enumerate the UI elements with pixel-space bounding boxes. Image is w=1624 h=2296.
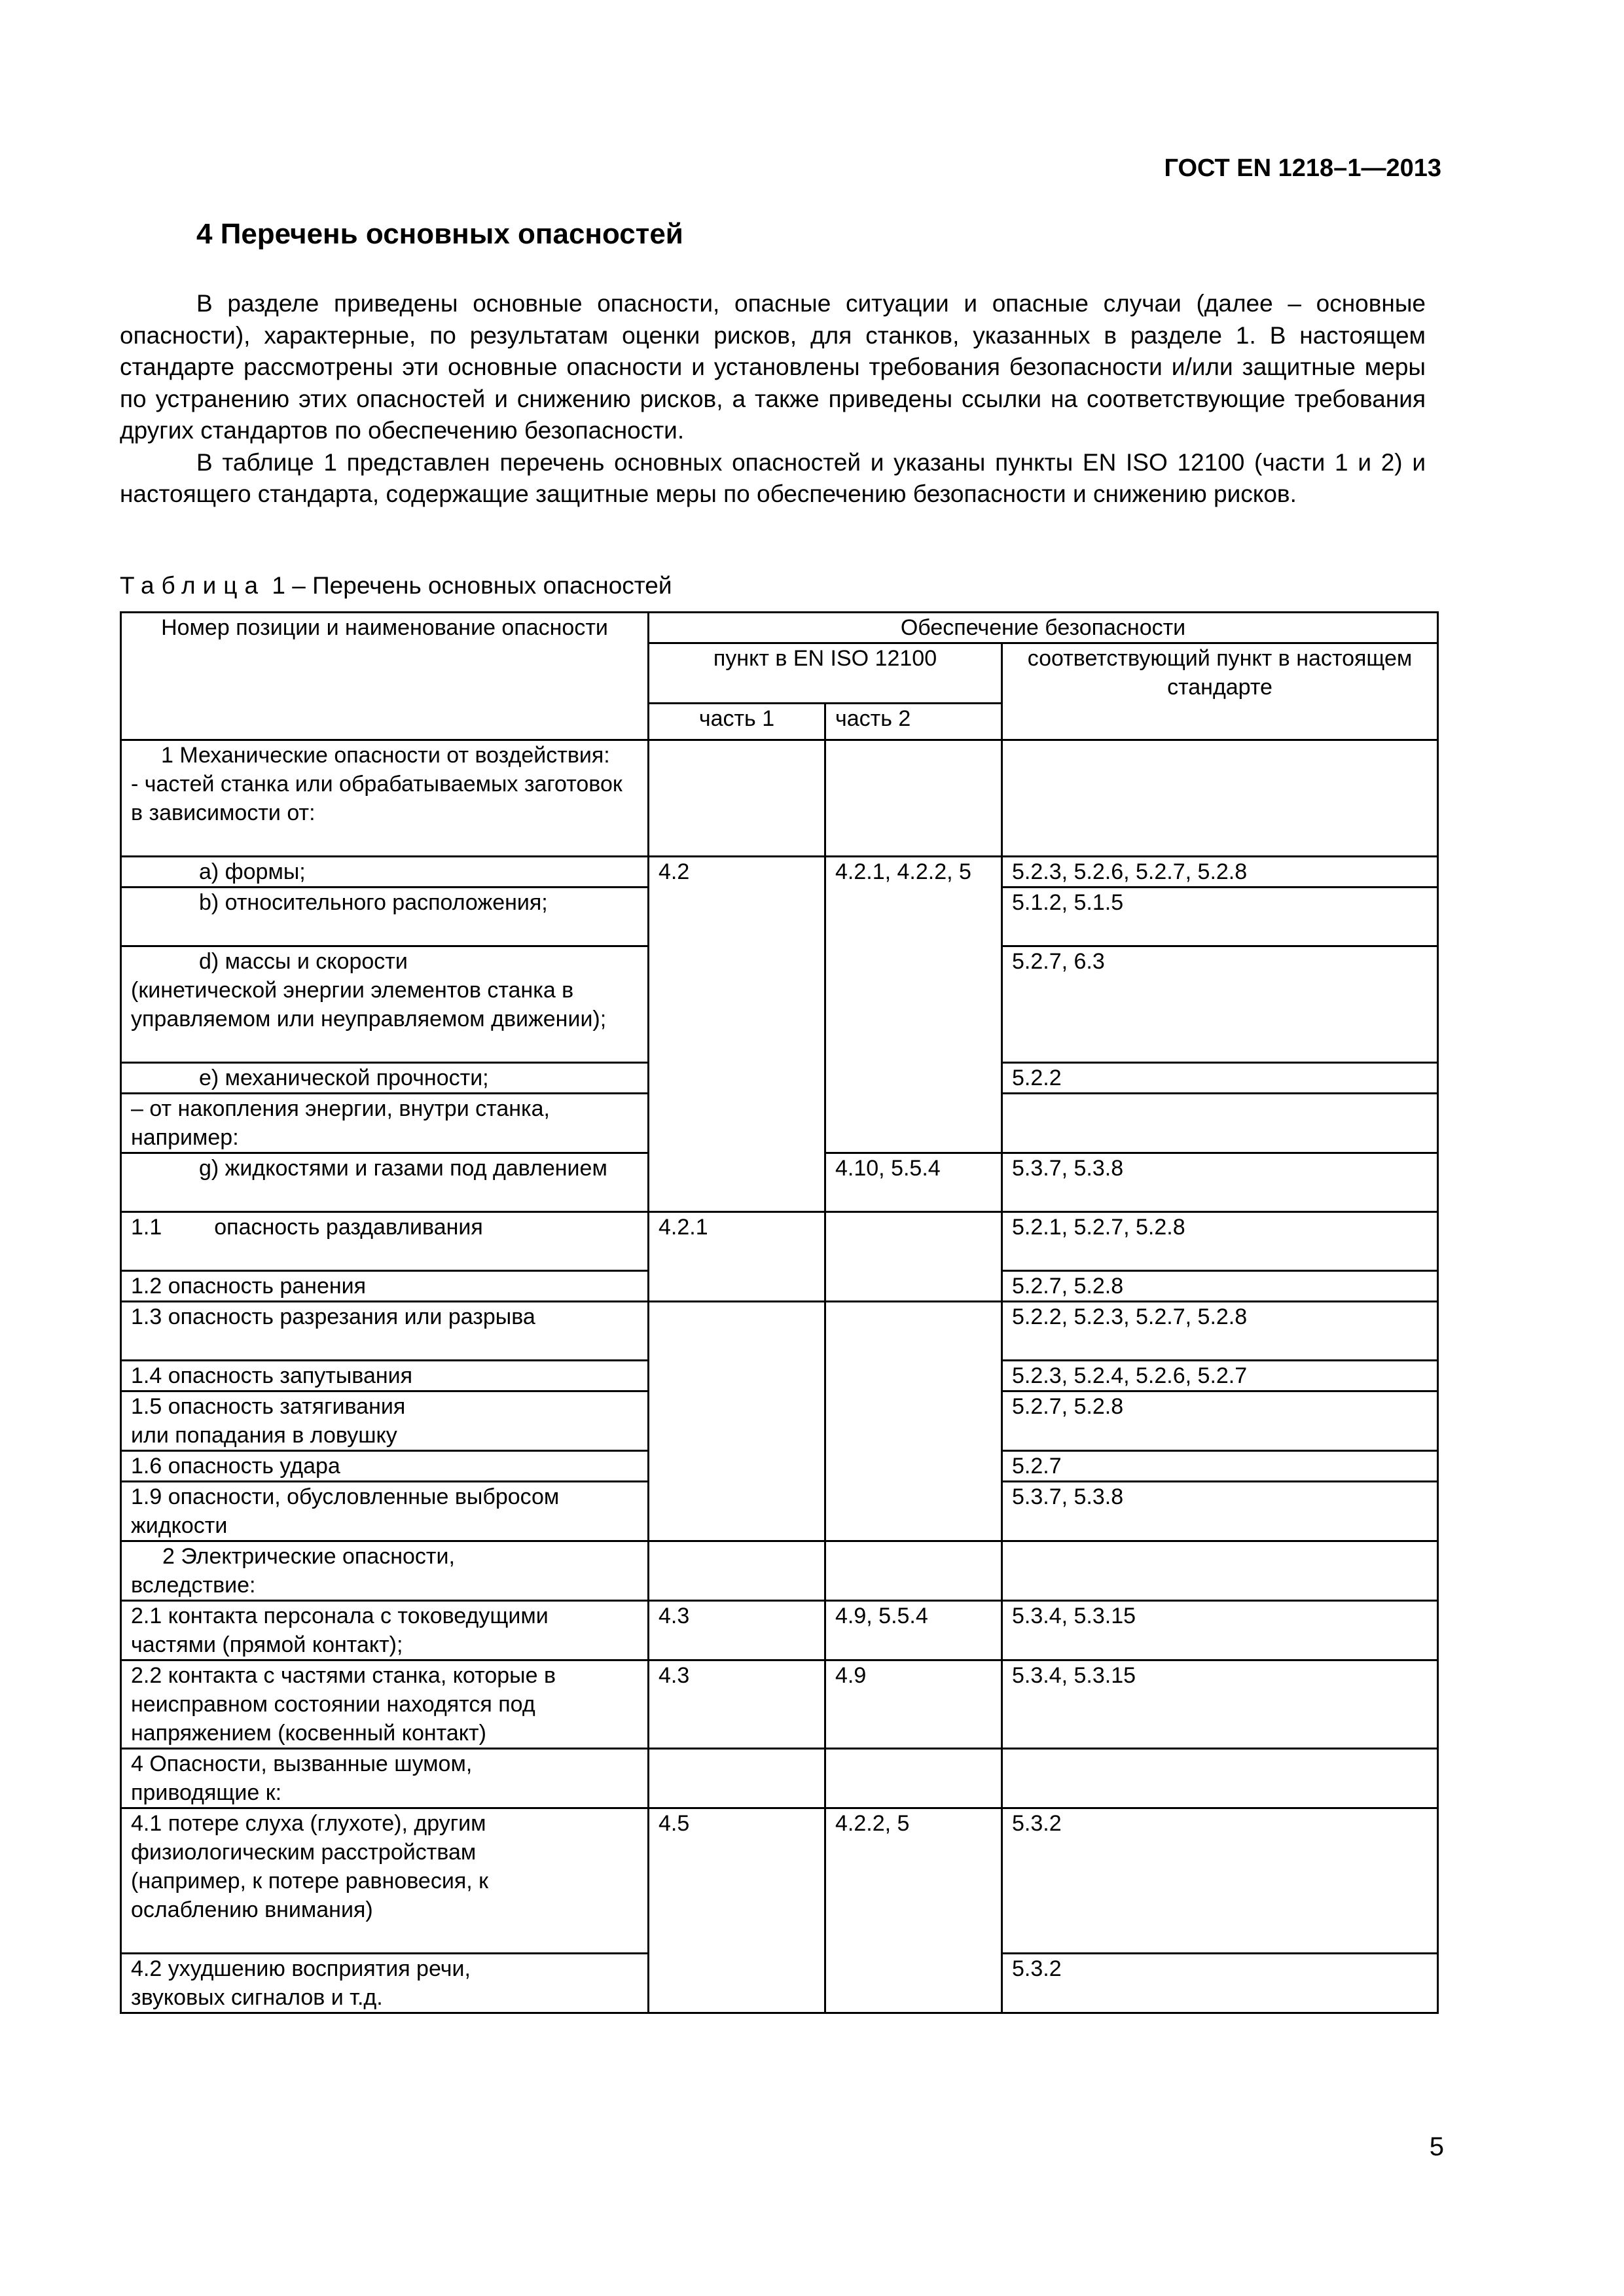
table-row <box>121 857 1438 888</box>
table-row <box>121 1601 1438 1660</box>
hazard-text: 1.2 опасность ранения <box>121 1271 649 1302</box>
standard-clause-cell: 5.1.2, 5.1.5 <box>1002 888 1438 946</box>
hazard-text: b) относительного расположения; <box>121 888 649 946</box>
standard-clause-cell: 5.2.1, 5.2.7, 5.2.8 <box>1002 1212 1438 1271</box>
hazard-text: d) массы и скорости <box>199 949 408 974</box>
standard-clause-cell: 5.3.2 <box>1002 1808 1438 1954</box>
hazard-text: e) механической прочности; <box>121 1063 649 1094</box>
table-caption-label: Таблица <box>120 572 266 599</box>
iso-part1-cell: 4.3 <box>649 1601 825 1660</box>
standard-clause-cell: 5.2.2 <box>1002 1063 1438 1094</box>
page-number: 5 <box>1429 2132 1444 2161</box>
hazard-text: 2.1 контакта персонала с токоведущими частями (прямой контакт); <box>121 1601 649 1660</box>
paragraph: В разделе приведены основные опасности, опасные ситуации и опасные случаи (далее – основные опасности), характерные, по результатам оценки рисков, для станков, указанных в разделе 1. В настоящем стандарте рассмотрены эти основные опасности и установлены требования безопасности и/или защитные меры по устранению этих опасностей и снижению рисков, а также приведены ссылки на соответствующие требования других стандартов по обеспечению безопасности. <box>120 290 1426 444</box>
standard-clause-cell: 5.2.7 <box>1002 1451 1438 1482</box>
hazard-text: (кинетической энергии элементов станка в управляемом или неуправляемом движении); <box>131 978 607 1031</box>
table-row <box>121 1660 1438 1749</box>
standard-clause-cell: 5.3.4, 5.3.15 <box>1002 1601 1438 1660</box>
iso-part2-cell: 4.9 <box>825 1660 1002 1749</box>
iso-part2-cell: 4.2.1, 4.2.2, 5 <box>825 857 1002 1153</box>
standard-clause-cell: 5.2.3, 5.2.4, 5.2.6, 5.2.7 <box>1002 1361 1438 1391</box>
hazard-text: - частей станка или обрабатываемых заготовок в зависимости от: <box>131 772 623 825</box>
table-row <box>121 1808 1438 1954</box>
hazard-group-title: 1 Механические опасности от воздействия: <box>161 743 610 768</box>
hazard-text: 2.2 контакта с частями станка, которые в неисправном состоянии находятся под напряжением (косвенный контакт) <box>121 1660 649 1749</box>
standard-code: ГОСТ EN 1218–1—2013 <box>1164 154 1441 182</box>
iso-part2-cell: 4.2.2, 5 <box>825 1808 1002 2013</box>
hazard-text: 1.9 опасности, обусловленные выбросом жидкости <box>121 1482 649 1541</box>
hazards-table <box>120 611 1439 2014</box>
hazard-text: опасность раздавливания <box>214 1215 483 1240</box>
hazard-text: 1.5 опасность затягивания или попадания в ловушку <box>121 1391 649 1451</box>
iso-part1-cell: 4.2 <box>649 857 825 1212</box>
hazard-group-title: 2 Электрические опасности, вследствие: <box>121 1541 649 1601</box>
hazard-text: – от накопления энергии, внутри станка, например: <box>121 1094 649 1153</box>
hazard-text: g) жидкостями и газами под давлением <box>121 1153 649 1212</box>
iso-part1-cell: 4.2.1 <box>649 1212 825 1302</box>
header-this-standard: соответствующий пункт в настоящем стандарте <box>1002 643 1438 740</box>
header-part2: часть 2 <box>825 704 1002 740</box>
table-row <box>121 1302 1438 1361</box>
table-caption-text: 1 – Перечень основных опасностей <box>272 572 672 599</box>
hazard-cell <box>121 946 649 1063</box>
table-row <box>121 1212 1438 1271</box>
table-row <box>121 1541 1438 1601</box>
hazard-text: а) формы; <box>121 857 649 888</box>
iso-part2-cell: 4.9, 5.5.4 <box>825 1601 1002 1660</box>
hazard-text: 4.2 ухудшению восприятия речи, звуковых сигналов и т.д. <box>121 1954 649 2013</box>
standard-clause-cell: 5.2.7, 5.2.8 <box>1002 1271 1438 1302</box>
standard-clause-cell: 5.2.7, 5.2.8 <box>1002 1391 1438 1451</box>
standard-clause-cell: 5.3.4, 5.3.15 <box>1002 1660 1438 1749</box>
standard-clause-cell: 5.3.7, 5.3.8 <box>1002 1482 1438 1541</box>
standard-clause-cell: 5.2.7, 6.3 <box>1002 946 1438 1063</box>
hazard-text: 1.4 опасность запутывания <box>121 1361 649 1391</box>
table-caption <box>120 572 672 600</box>
hazard-cell <box>121 1212 649 1271</box>
paragraph: В таблице 1 представлен перечень основных опасностей и указаны пункты EN ISO 12100 (части 1 и 2) и настоящего стандарта, содержащие защитные меры по обеспечению безопасности и снижению рисков. <box>120 448 1426 507</box>
hazard-text: 4.1 потере слуха (глухоте), другим физиологическим расстройствам (например, к потере равновесия, к ослаблению внимания) <box>121 1808 649 1954</box>
hazard-text: 1.6 опасность удара <box>121 1451 649 1482</box>
section-body <box>120 288 1426 511</box>
header-hazard: Номер позиции и наименование опасности <box>121 613 649 740</box>
standard-clause-cell: 5.2.3, 5.2.6, 5.2.7, 5.2.8 <box>1002 857 1438 888</box>
header-part1: часть 1 <box>649 704 825 740</box>
hazard-group-title: 4 Опасности, вызванные шумом, приводящие к: <box>121 1749 649 1808</box>
section-title: 4 Перечень основных опасностей <box>196 218 683 250</box>
standard-clause-cell: 5.2.2, 5.2.3, 5.2.7, 5.2.8 <box>1002 1302 1438 1361</box>
header-safety: Обеспечение безопасности <box>649 613 1438 643</box>
standard-clause-cell: 5.3.2 <box>1002 1954 1438 2013</box>
table-row <box>121 740 1438 857</box>
header-iso-clause: пункт в EN ISO 12100 <box>649 643 1002 704</box>
standard-clause-cell: 5.3.7, 5.3.8 <box>1002 1153 1438 1212</box>
hazard-number: 1.1 <box>131 1215 162 1240</box>
iso-part1-cell: 4.3 <box>649 1660 825 1749</box>
iso-part2-cell: 4.10, 5.5.4 <box>825 1153 1002 1212</box>
iso-part1-cell: 4.5 <box>649 1808 825 2013</box>
table-row <box>121 1749 1438 1808</box>
hazard-text: 1.3 опасность разрезания или разрыва <box>121 1302 649 1361</box>
